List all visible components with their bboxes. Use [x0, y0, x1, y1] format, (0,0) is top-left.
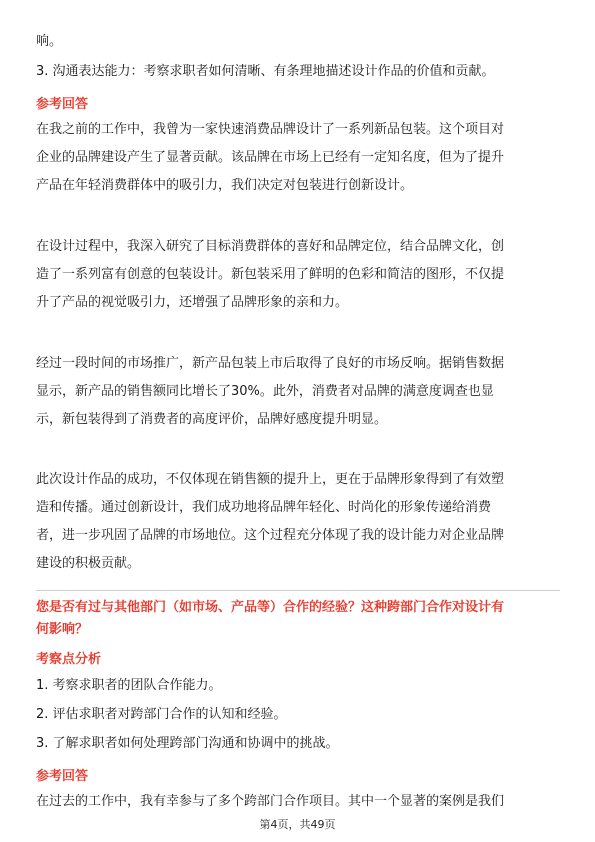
answer-paragraph-2-line-3: 升了产品的视觉吸引力，还增强了品牌形象的亲和力。 [36, 295, 349, 310]
answer-paragraph-2-line-1: 在设计过程中，我深入研究了目标消费群体的喜好和品牌定位，结合品牌文化，创 [36, 239, 505, 254]
analysis-point-1: 1. 考察求职者的团队合作能力。 [36, 678, 222, 693]
answer-paragraph-4-line-4: 建设的积极贡献。 [36, 556, 141, 571]
reference-answer-heading: 参考回答 [36, 97, 89, 112]
continued-text: 响。 [36, 34, 63, 49]
answer-paragraph-3-line-2: 显示，新产品的销售额同比增长了30%。此外，消费者对品牌的满意度调查也显 [36, 384, 494, 399]
answer-paragraph-3-line-3: 示，新包装得到了消费者的高度评价，品牌好感度提升明显。 [36, 412, 388, 427]
analysis-point-2: 2. 评估求职者对跨部门合作的认知和经验。 [36, 707, 287, 722]
page-number: 第4页，共49页 [259, 818, 336, 831]
answer-paragraph-1-line-2: 企业的品牌建设产生了显著贡献。该品牌在市场上已经有一定知名度，但为了提升 [36, 150, 505, 165]
question-line-1: 您是否有过与其他部门（如市场、产品等）合作的经验？这种跨部门合作对设计有 [36, 600, 505, 615]
answer-paragraph-1-line-1: 在我之前的工作中，我曾为一家快速消费品牌设计了一系列新品包装。这个项目对 [36, 122, 505, 137]
analysis-point-3: 3. 沟通表达能力：考察求职者如何清晰、有条理地描述设计作品的价值和贡献。 [36, 64, 495, 79]
answer-paragraph-5-line-1: 在过去的工作中，我有幸参与了多个跨部门合作项目。其中一个显著的案例是我们 [36, 794, 505, 809]
answer-paragraph-4-line-3: 者，进一步巩固了品牌的市场地位。这个过程充分体现了我的设计能力对企业品牌 [36, 528, 505, 543]
reference-answer-heading-2: 参考回答 [36, 769, 89, 784]
analysis-point-3b: 3. 了解求职者如何处理跨部门沟通和协调中的挑战。 [36, 736, 339, 751]
question-line-2: 何影响？ [36, 622, 89, 637]
answer-paragraph-3-line-1: 经过一段时间的市场推广，新产品包装上市后取得了良好的市场反响。据销售数据 [36, 356, 505, 371]
answer-paragraph-4-line-1: 此次设计作品的成功，不仅体现在销售额的提升上，更在于品牌形象得到了有效塑 [36, 472, 505, 487]
answer-paragraph-1-line-3: 产品在年轻消费群体中的吸引力，我们决定对包装进行创新设计。 [36, 178, 414, 193]
answer-paragraph-4-line-2: 造和传播。通过创新设计，我们成功地将品牌年轻化、时尚化的形象传递给消费 [36, 500, 492, 515]
answer-paragraph-2-line-2: 造了一系列富有创意的包装设计。新包装采用了鲜明的色彩和简洁的图形，不仅提 [36, 267, 505, 282]
analysis-heading: 考察点分析 [36, 652, 102, 667]
section-divider [36, 590, 560, 591]
